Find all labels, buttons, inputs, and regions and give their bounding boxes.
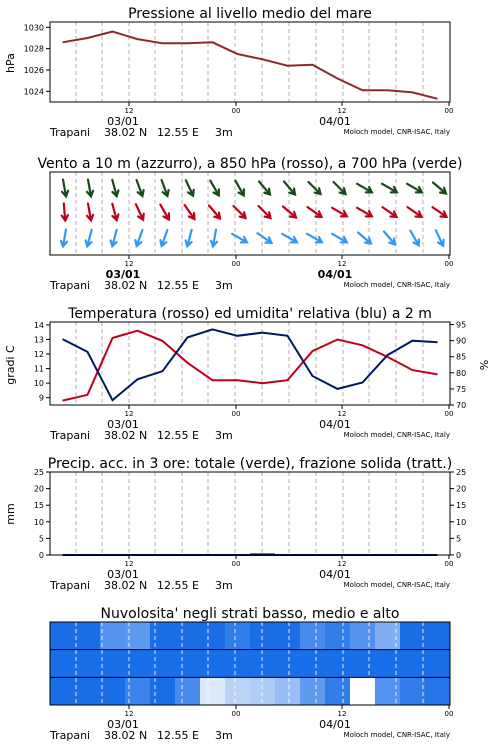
station-name: Trapani xyxy=(50,126,91,139)
y2-tick-label: 75 xyxy=(456,384,467,394)
cloud-cell xyxy=(75,622,101,650)
cloud-cell xyxy=(400,650,426,678)
cloud-cell xyxy=(150,677,176,705)
x-tick-label: 00 xyxy=(444,410,454,418)
y-tick-label: 10 xyxy=(33,379,44,389)
station-lat: 38.02 N xyxy=(104,126,148,139)
cloud-cell xyxy=(325,622,351,650)
cloud-plot xyxy=(49,622,453,742)
date-label: 03/01 xyxy=(105,268,141,281)
station-lon: 12.55 E xyxy=(157,279,199,292)
pressure-ylabel: hPa xyxy=(4,53,17,73)
temperature-panel xyxy=(4,306,491,442)
x-tick-label: 00 xyxy=(444,560,454,568)
station-lat: 38.02 N xyxy=(104,579,148,592)
wind-panel xyxy=(37,156,462,292)
model-credit: Moloch model, CNR-ISAC, Italy xyxy=(343,431,450,439)
precip-ylabel: mm xyxy=(4,503,17,525)
cloud-cell xyxy=(425,650,451,678)
date-label: 03/01 xyxy=(107,568,139,581)
x-tick-label: 00 xyxy=(231,410,241,418)
cloud-cell xyxy=(425,677,451,705)
x-tick-label: 12 xyxy=(124,410,134,418)
cloud-cell xyxy=(50,622,76,650)
cloud-cell xyxy=(300,677,326,705)
pressure-panel xyxy=(4,6,453,139)
y-tick-label: 1026 xyxy=(23,66,44,75)
cloud-cell xyxy=(225,622,251,650)
y-tick-label: 25 xyxy=(33,468,44,477)
y-tick-label: 9 xyxy=(38,393,44,403)
cloud-cell xyxy=(175,622,201,650)
y-tick-label: 10 xyxy=(33,517,44,527)
cloud-cell xyxy=(150,650,176,678)
x-tick-label: 12 xyxy=(124,260,134,268)
date-label: 04/01 xyxy=(319,568,351,581)
station-lon: 12.55 E xyxy=(157,579,199,592)
y-tick-label: 1028 xyxy=(23,44,44,54)
y-tick-label: 11 xyxy=(33,364,44,374)
y2-tick-label: 20 xyxy=(456,484,467,494)
x-tick-label: 00 xyxy=(444,260,454,268)
model-credit: Moloch model, CNR-ISAC, Italy xyxy=(343,731,450,739)
cloud-cell xyxy=(350,622,376,650)
cloud-cell xyxy=(200,650,226,678)
station-lon: 12.55 E xyxy=(157,126,199,139)
wind-title: Vento a 10 m (azzurro), a 850 hPa (rosso), a 700 hPa (verde) xyxy=(37,156,463,172)
model-credit: Moloch model, CNR-ISAC, Italy xyxy=(343,581,450,589)
station-lat: 38.02 N xyxy=(104,729,148,742)
cloud-cell xyxy=(375,622,401,650)
y2-tick-label: 80 xyxy=(456,368,467,378)
x-tick-label: 12 xyxy=(337,710,347,718)
cloud-cell xyxy=(75,677,101,705)
y2-tick-label: 95 xyxy=(456,320,467,330)
cloud-cell xyxy=(350,677,376,705)
date-label: 03/01 xyxy=(107,718,139,731)
y-tick-label: 1030 xyxy=(23,23,44,33)
precip-panel xyxy=(4,456,466,592)
station-alt: 3m xyxy=(215,579,233,592)
cloud-cell xyxy=(250,650,276,678)
x-tick-label: 12 xyxy=(337,410,347,418)
station-lat: 38.02 N xyxy=(104,429,148,442)
cloud-cell xyxy=(375,677,401,705)
station-name: Trapani xyxy=(50,429,91,442)
plot-background xyxy=(50,472,450,555)
temperature-plot xyxy=(34,321,466,442)
humidity-ylabel: % xyxy=(478,359,491,371)
cloud-cell xyxy=(250,677,276,705)
y2-tick-label: 5 xyxy=(456,534,462,544)
y-tick-label: 20 xyxy=(33,484,44,494)
cloud-cell xyxy=(175,650,201,678)
y-tick-label: 14 xyxy=(33,320,44,330)
cloud-cell xyxy=(375,650,401,678)
y2-tick-label: 70 xyxy=(456,401,467,410)
x-tick-label: 12 xyxy=(337,560,347,568)
cloud-title: Nuvolosita' negli strati basso, medio e alto xyxy=(100,606,400,622)
date-label: 03/01 xyxy=(107,418,139,431)
x-tick-label: 12 xyxy=(337,107,347,115)
x-tick-label: 12 xyxy=(124,107,134,115)
y2-tick-label: 10 xyxy=(456,517,467,527)
temperature-ylabel: gradi C xyxy=(4,345,17,385)
station-lon: 12.55 E xyxy=(157,729,199,742)
station-alt: 3m xyxy=(215,729,233,742)
cloud-cell xyxy=(425,622,451,650)
cloud-cell xyxy=(300,622,326,650)
cloud-cell xyxy=(200,622,226,650)
y-tick-label: 15 xyxy=(33,501,44,511)
cloud-cell xyxy=(50,677,76,705)
cloud-cell xyxy=(300,650,326,678)
cloud-cell xyxy=(100,622,126,650)
date-label: 04/01 xyxy=(317,268,353,281)
date-label: 04/01 xyxy=(319,115,351,128)
y2-tick-label: 90 xyxy=(456,336,467,346)
precip-plot xyxy=(34,468,466,592)
y-tick-label: 12 xyxy=(33,350,44,360)
cloud-cell xyxy=(200,677,226,705)
x-tick-label: 00 xyxy=(231,107,241,115)
pressure-plot xyxy=(24,22,454,139)
temperature-title: Temperatura (rosso) ed umidita' relativa (blu) a 2 m xyxy=(68,306,432,322)
x-tick-label: 00 xyxy=(231,560,241,568)
cloud-panel xyxy=(49,606,453,742)
x-tick-label: 00 xyxy=(231,260,241,268)
cloud-cell xyxy=(325,677,351,705)
cloud-cell xyxy=(400,622,426,650)
y2-tick-label: 15 xyxy=(456,501,467,511)
y-tick-label: 5 xyxy=(38,534,44,544)
station-name: Trapani xyxy=(50,729,91,742)
station-lon: 12.55 E xyxy=(157,429,199,442)
y-tick-label: 1024 xyxy=(23,87,44,97)
precip-title: Precip. acc. in 3 ore: totale (verde), frazione solida (tratt.) xyxy=(47,456,453,472)
cloud-cell xyxy=(100,650,126,678)
cloud-cell xyxy=(225,677,251,705)
station-name: Trapani xyxy=(50,579,91,592)
cloud-cell xyxy=(150,622,176,650)
y2-tick-label: 25 xyxy=(456,468,467,477)
cloud-cell xyxy=(50,650,76,678)
wind-plot xyxy=(49,172,453,292)
cloud-cell xyxy=(100,677,126,705)
y-tick-label: 0 xyxy=(38,551,44,560)
cloud-cell xyxy=(250,622,276,650)
station-alt: 3m xyxy=(215,429,233,442)
y2-tick-label: 0 xyxy=(456,551,462,560)
y-tick-label: 13 xyxy=(33,335,44,345)
cloud-cell xyxy=(275,677,301,705)
cloud-cell xyxy=(275,650,301,678)
date-label: 03/01 xyxy=(107,115,139,128)
pressure-title: Pressione al livello medio del mare xyxy=(128,6,372,22)
station-alt: 3m xyxy=(215,279,233,292)
cloud-cell xyxy=(175,677,201,705)
y2-tick-label: 85 xyxy=(456,352,467,362)
cloud-cell xyxy=(225,650,251,678)
cloud-cell xyxy=(75,650,101,678)
model-credit: Moloch model, CNR-ISAC, Italy xyxy=(343,281,450,289)
cloud-cell xyxy=(325,650,351,678)
cloud-cell xyxy=(400,677,426,705)
station-lat: 38.02 N xyxy=(104,279,148,292)
date-label: 04/01 xyxy=(319,718,351,731)
x-tick-label: 12 xyxy=(337,260,347,268)
date-label: 04/01 xyxy=(319,418,351,431)
x-tick-label: 12 xyxy=(124,710,134,718)
cloud-cell xyxy=(350,650,376,678)
x-tick-label: 00 xyxy=(231,710,241,718)
station-name: Trapani xyxy=(50,279,91,292)
x-tick-label: 00 xyxy=(444,710,454,718)
cloud-cell xyxy=(275,622,301,650)
x-tick-label: 12 xyxy=(124,560,134,568)
model-credit: Moloch model, CNR-ISAC, Italy xyxy=(343,128,450,136)
x-tick-label: 00 xyxy=(444,107,454,115)
station-alt: 3m xyxy=(215,126,233,139)
